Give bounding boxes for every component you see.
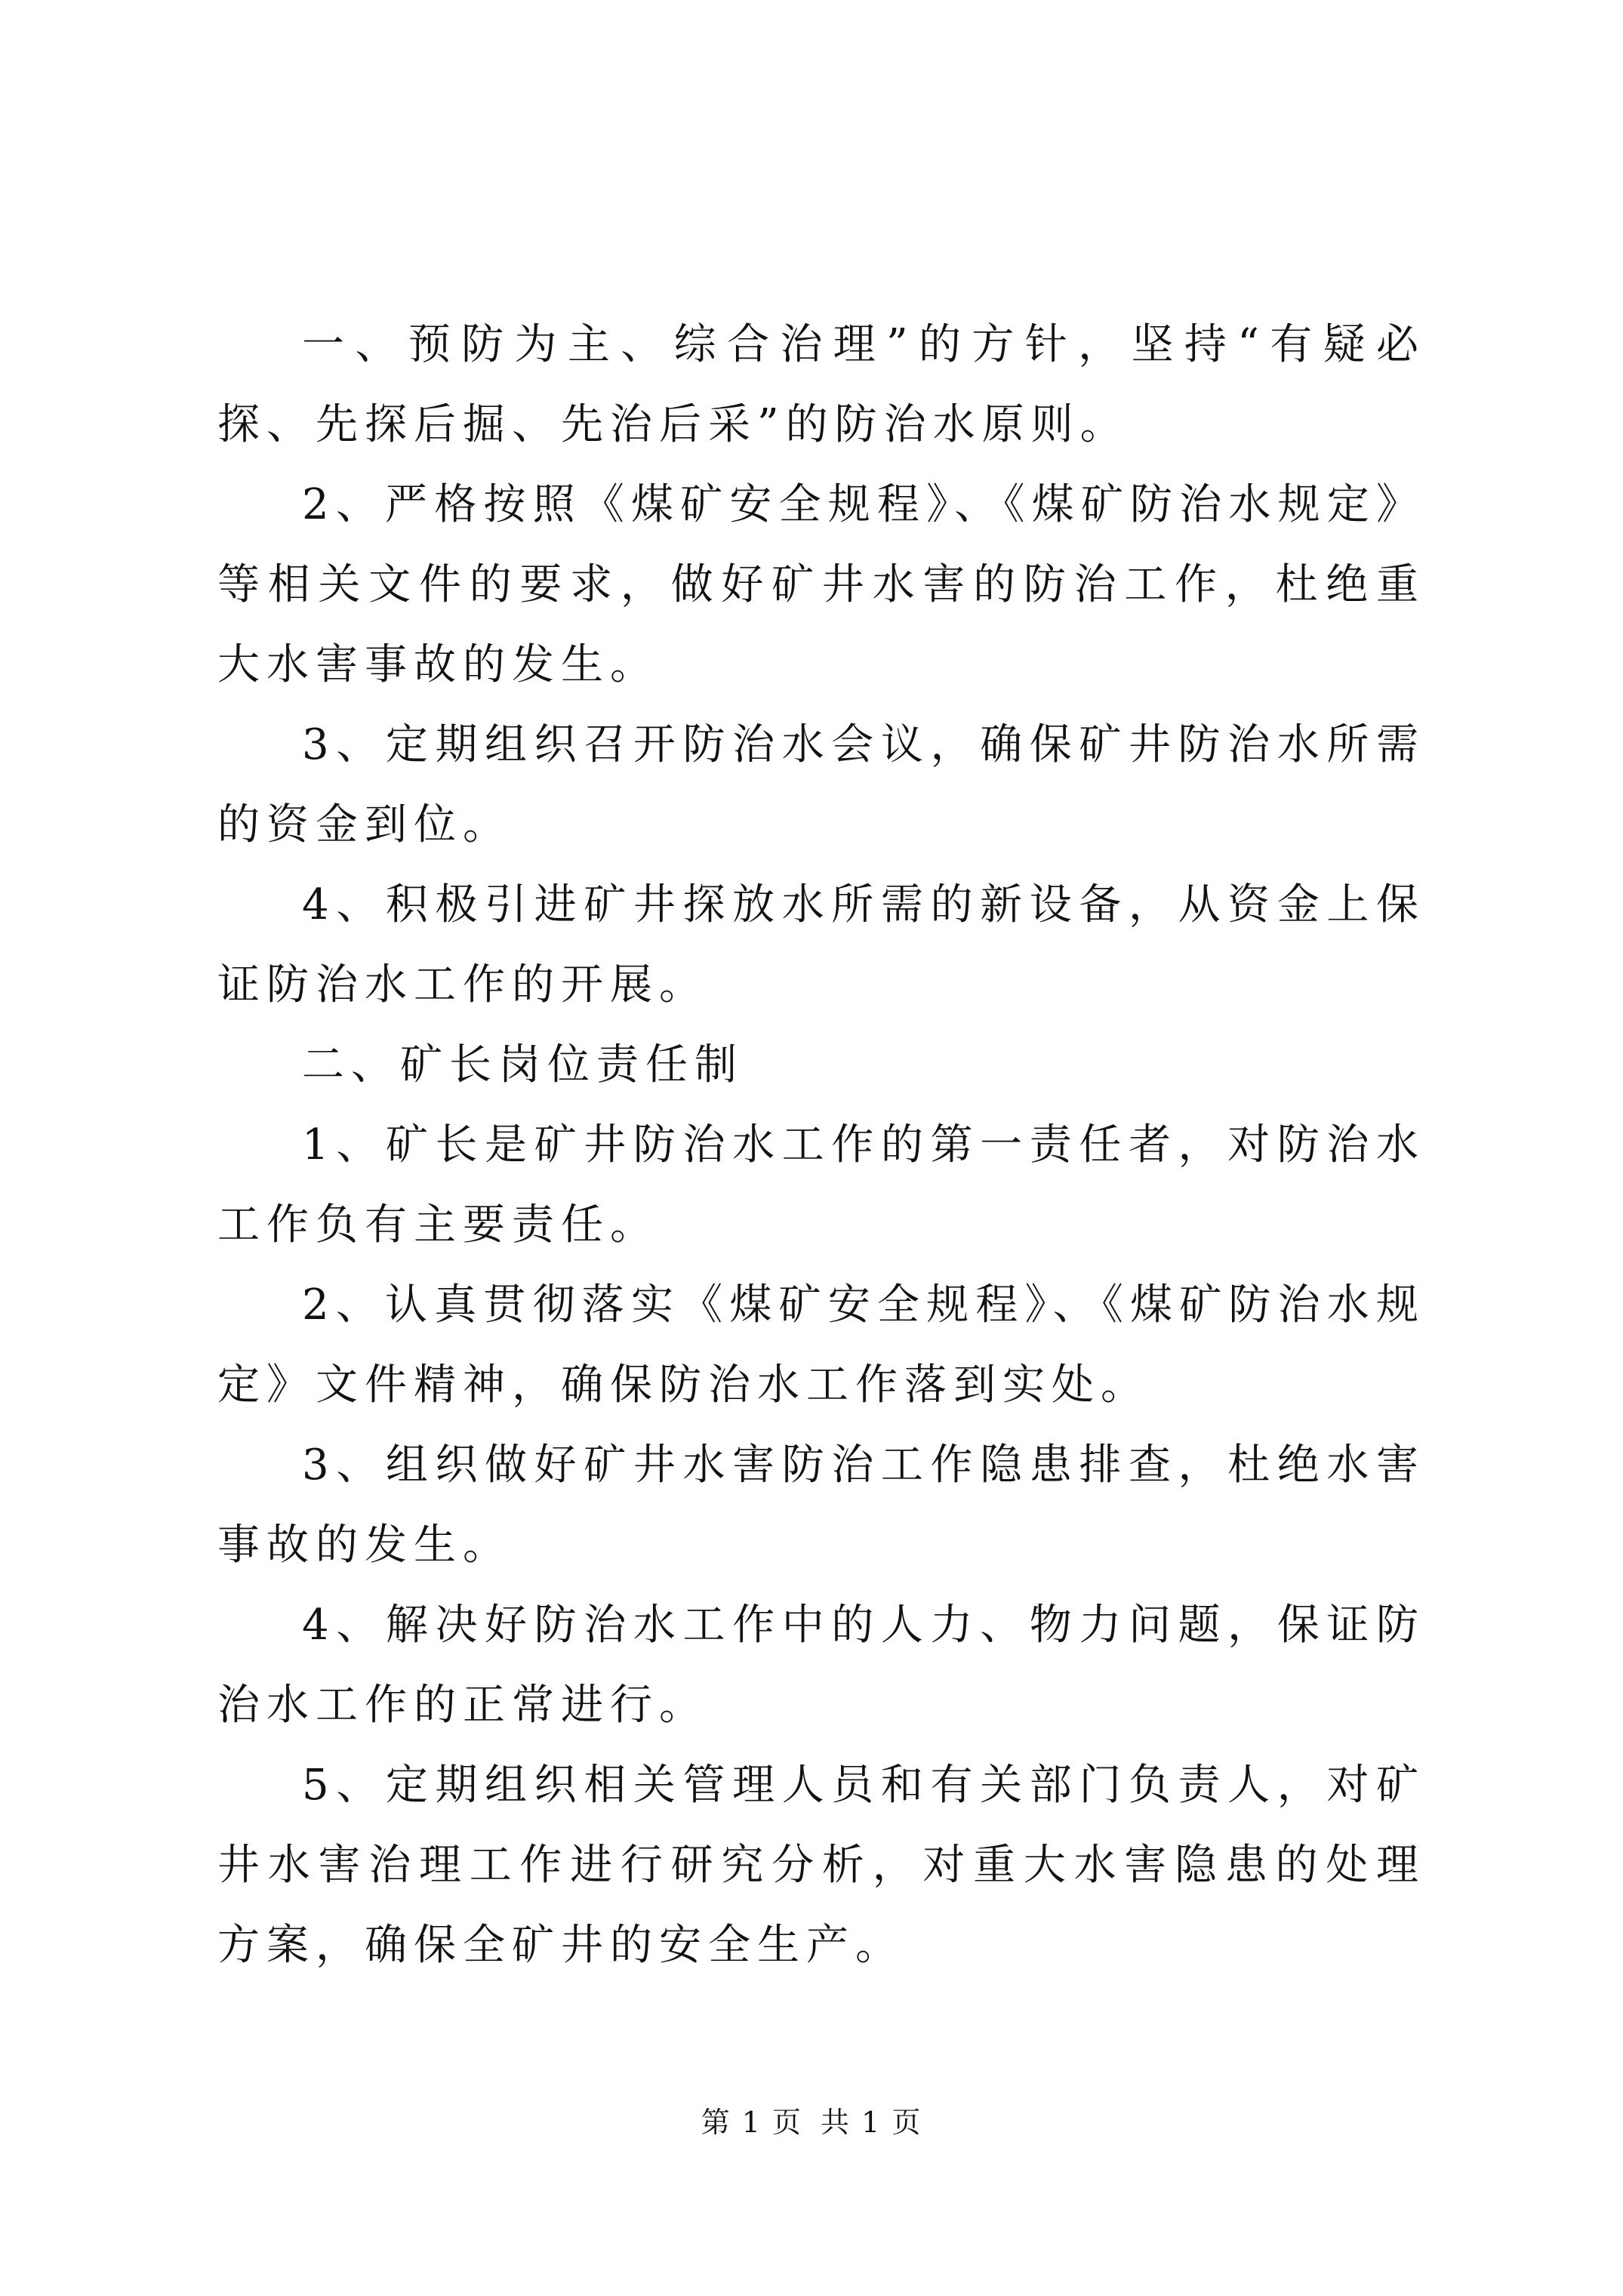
- paragraph-9: 5、定期组织相关管理人员和有关部门负责人，对矿井水害治理工作进行研究分析，对重大水害隐患的处理方案，确保全矿井的安全生产。: [217, 1761, 1425, 1970]
- paragraph-8: 4、解决好防治水工作中的人力、物力问题，保证防治水工作的正常进行。: [217, 1601, 1425, 1730]
- paragraph-1: 一、预防为主、综合治理”的方针，坚持“有疑必探、先探后掘、先治后采”的防治水原则。: [217, 320, 1425, 449]
- paragraph-4: 4、积极引进矿井探放水所需的新设备，从资金上保证防治水工作的开展。: [217, 880, 1425, 1009]
- page-number: 第 1 页: [701, 2106, 802, 2139]
- section-heading-mine-manager: 二、矿长岗位责任制: [302, 1040, 744, 1089]
- paragraph-7: 3、组织做好矿井水害防治工作隐患排查，杜绝水害事故的发生。: [217, 1441, 1425, 1570]
- paragraph-2: 2、严格按照《煤矿安全规程》、《煤矿防治水规定》等相关文件的要求，做好矿井水害的防治工作，杜绝重大水害事故的发生。: [217, 480, 1425, 689]
- paragraph-3: 3、定期组织召开防治水会议，确保矿井防治水所需的资金到位。: [217, 720, 1425, 849]
- page-footer: [0, 2099, 1623, 2140]
- total-pages: 共 1 页: [821, 2106, 922, 2139]
- paragraph-6: 2、认真贯彻落实《煤矿安全规程》、《煤矿防治水规定》文件精神，确保防治水工作落到实处。: [217, 1281, 1425, 1410]
- paragraph-5: 1、矿长是矿井防治水工作的第一责任者，对防治水工作负有主要责任。: [217, 1120, 1425, 1250]
- document-body: [217, 305, 1425, 1986]
